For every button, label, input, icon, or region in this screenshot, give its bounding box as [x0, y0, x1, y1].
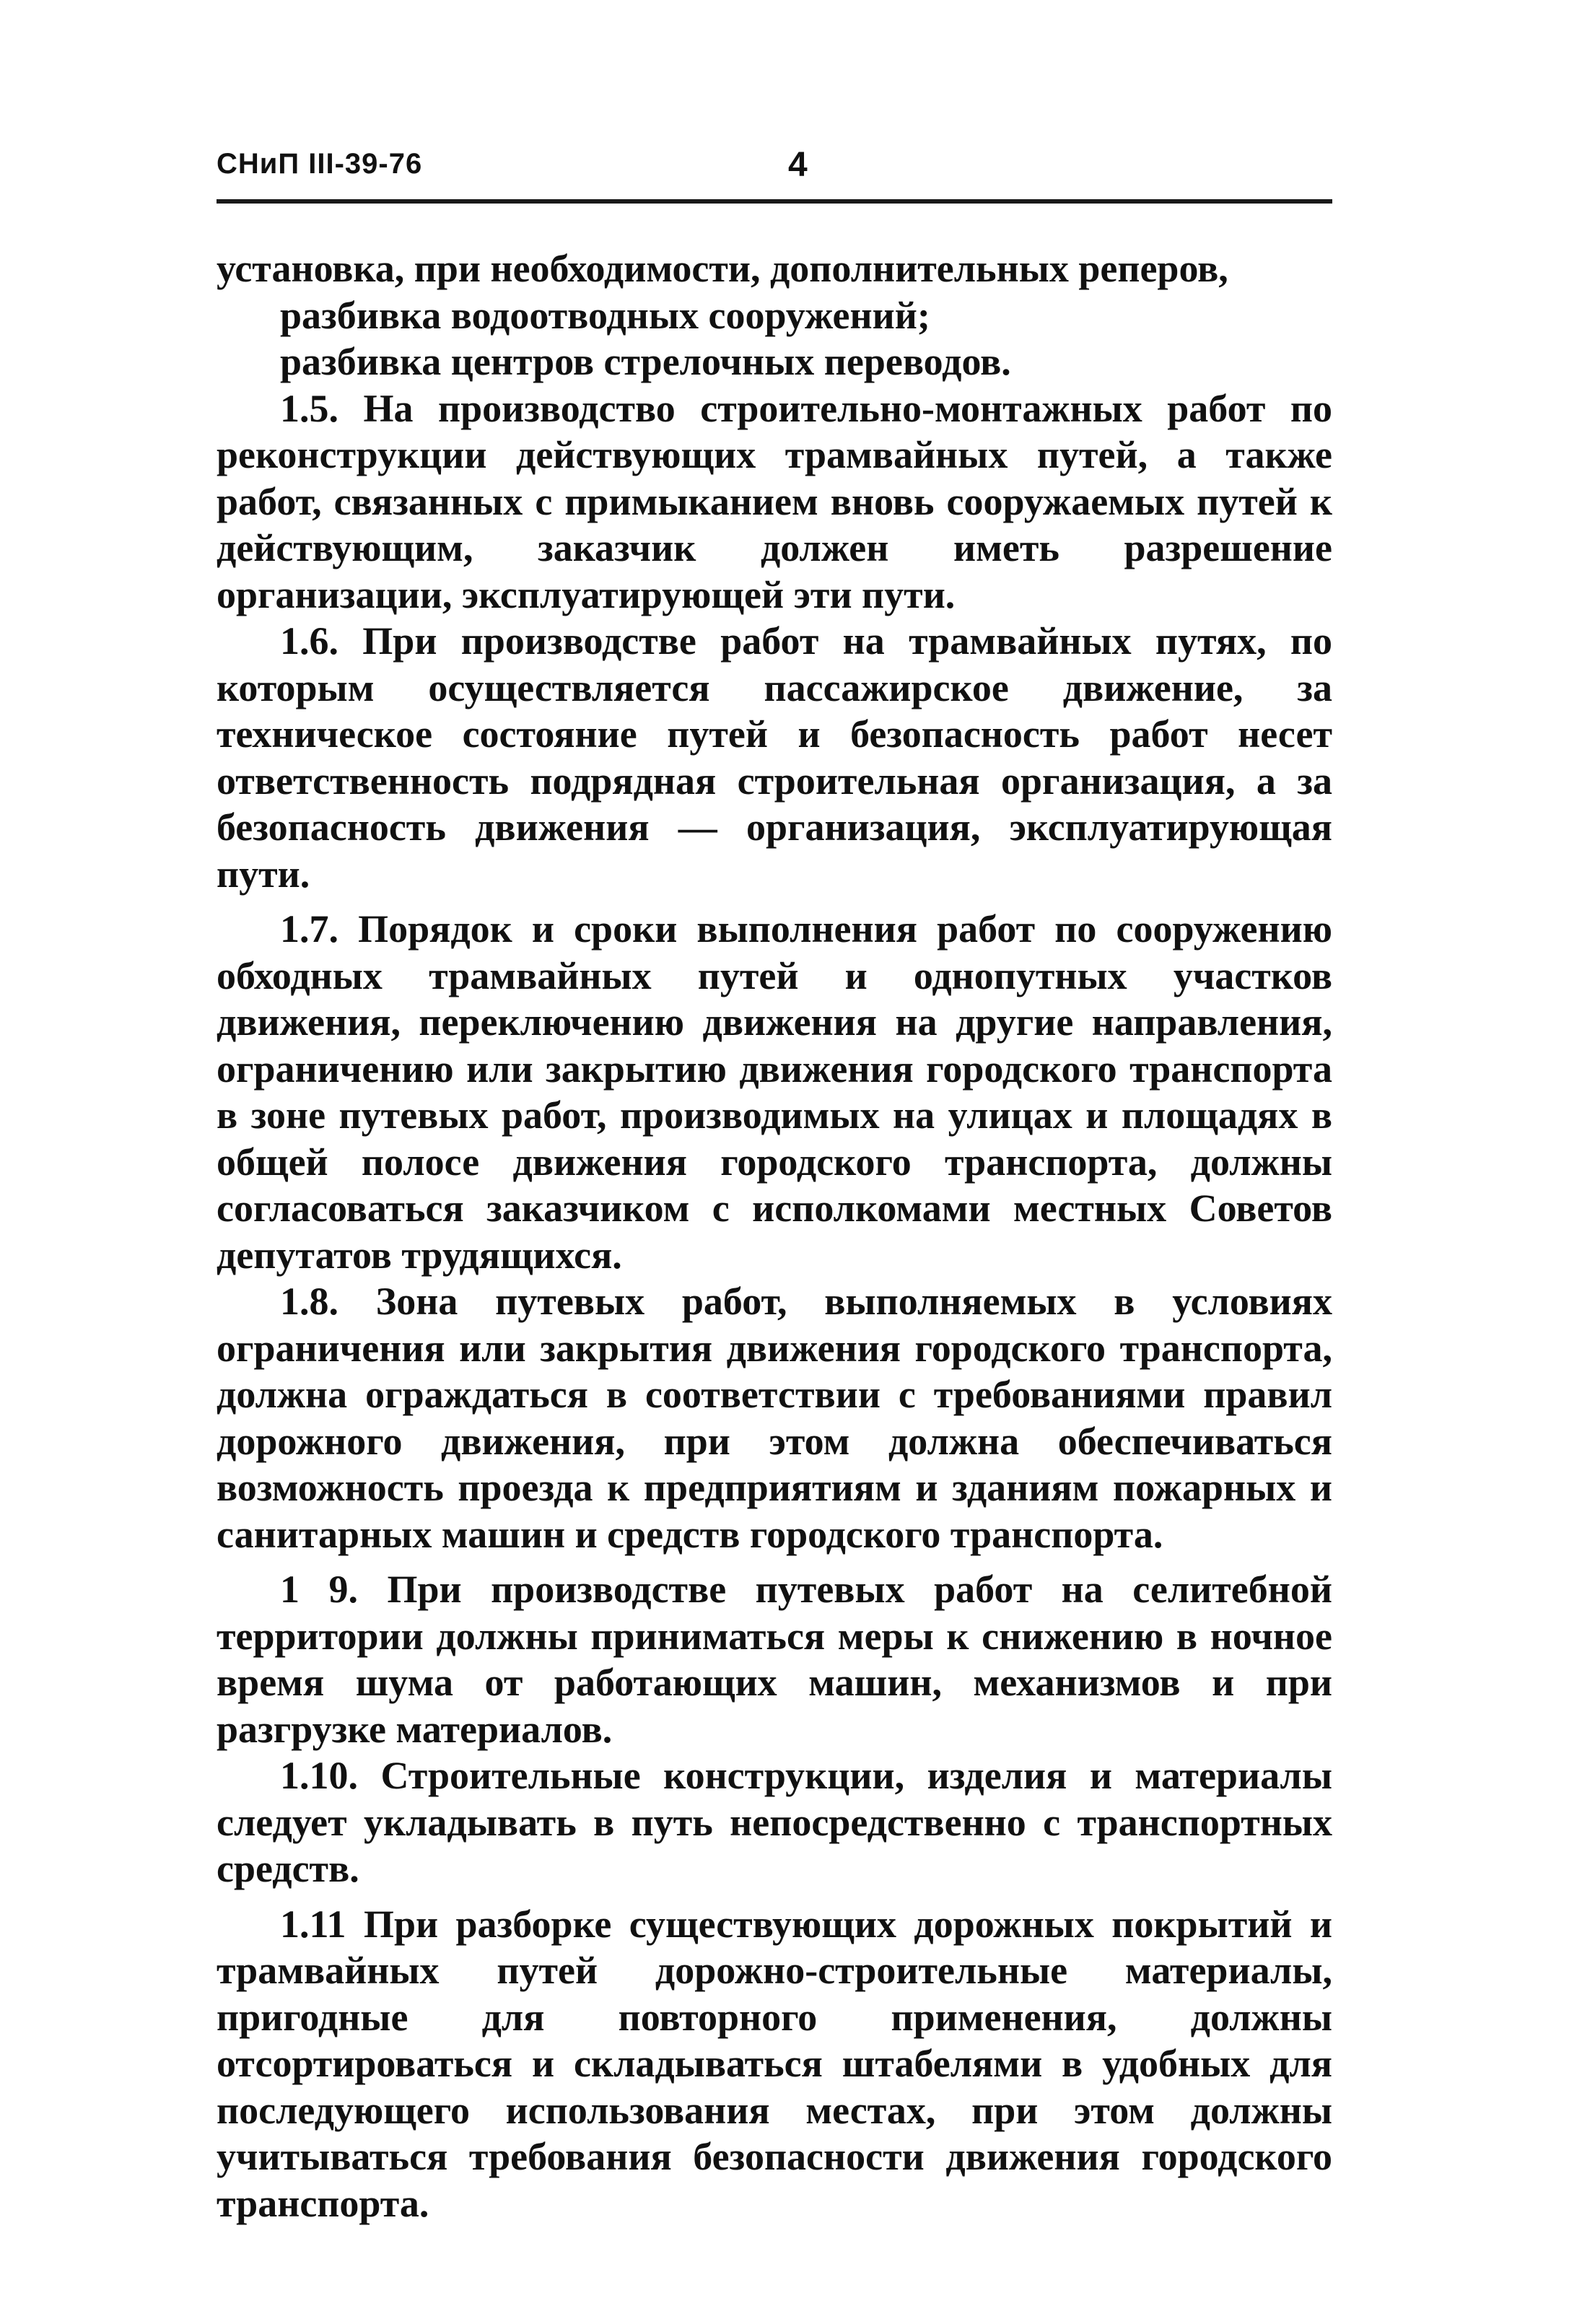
paragraph-list-item: разбивка водоотводных сооружений;	[280, 293, 930, 337]
document-code: СНиП III-39-76	[217, 148, 423, 180]
paragraph-list-item: разбивка центров стрелочных переводов.	[280, 340, 1011, 383]
paragraph-clause-1-9: 1 9. При производстве путевых работ на селитебной территории должны приниматься меры к снижению в ночное время шума от работающих машин, механизмов и при разгрузке материалов.	[217, 1568, 1332, 1751]
paragraph-clause-1-10: 1.10. Строительные конструкции, изделия и материалы следует укладывать в путь непосредственно с транспортных средств.	[217, 1754, 1332, 1890]
paragraph-clause-1-5: 1.5. На производство строительно-монтажных работ по реконструкции действующих трамвайных путей, а также работ, связанных с примыканием вновь сооружаемых путей к действующим, заказчик должен иметь разрешение организации, эксплуатирующей эти пути.	[217, 386, 1332, 616]
paragraph-clause-1-6: 1.6. При производстве работ на трамвайных путях, по которым осуществляется пассажирское движение, за техническое состояние путей и безопасность работ несет ответственность подрядная строительная организация, а за безопасность движения — организация, эксплуатирующая пути.	[217, 619, 1332, 896]
paragraph-continuation: установка, при необходимости, дополнительных реперов,	[217, 247, 1228, 290]
paragraph-clause-1-8: 1.8. Зона путевых работ, выполняемых в условиях ограничения или закрытия движения городского транспорта, должна ограждаться в соответствии с требованиями правил дорожного движения, при этом должна обеспечиваться возможность проезда к предприятиям и зданиям пожарных и санитарных машин и средств городского транспорта.	[217, 1280, 1332, 1556]
body-text	[217, 245, 1332, 2227]
running-header	[217, 148, 1328, 191]
header-divider	[217, 199, 1332, 204]
page-number: 4	[788, 146, 808, 184]
paragraph-clause-1-7: 1.7. Порядок и сроки выполнения работ по сооружению обходных трамвайных путей и однопутных участков движения, переключению движения на другие направления, ограничению или закрытию движения городского транспорта в зоне путевых работ, производимых на улицах и площадях в общей полосе движения городского транспорта, должны согласоваться заказчиком с исполкомами местных Советов депутатов трудящихся.	[217, 907, 1332, 1277]
paragraph-clause-1-11: 1.11 При разборке существующих дорожных покрытий и трамвайных путей дорожно-строительные материалы, пригодные для повторного применения, должны отсортироваться и складываться штабелями в удобных для последующего использования местах, при этом должны учитываться требования безопасности движения городского транспорта.	[217, 1902, 1332, 2225]
